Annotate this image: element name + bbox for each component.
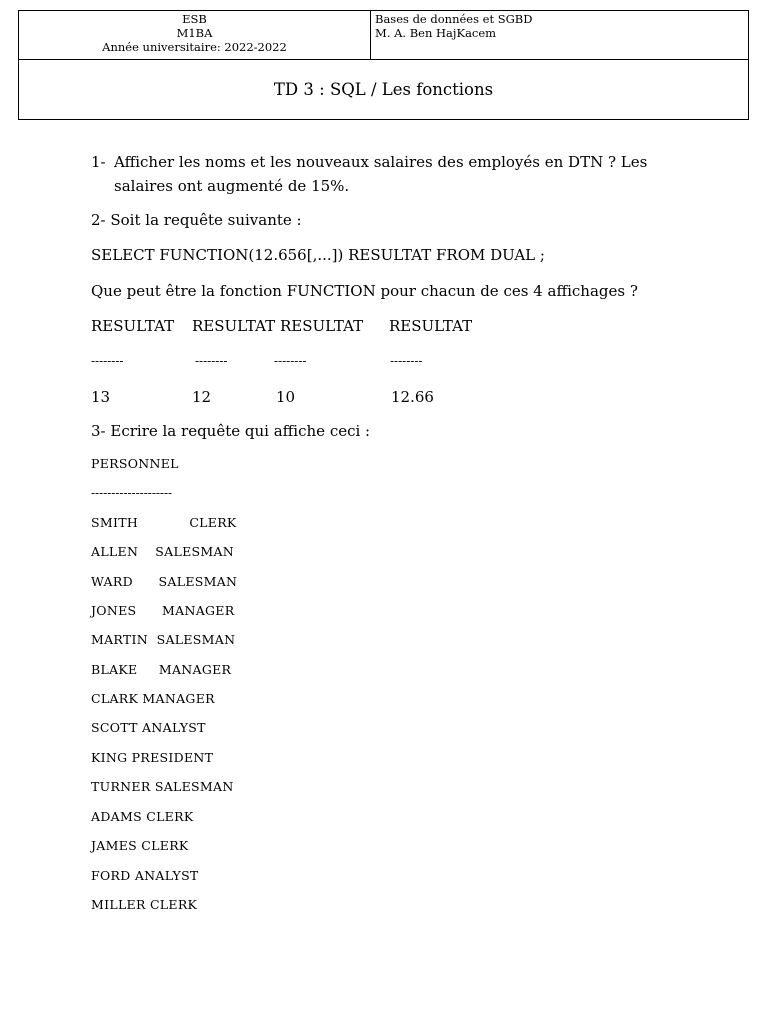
output-row: FORD ANALYST	[91, 868, 199, 883]
output-row: TURNER SALESMAN	[91, 779, 234, 794]
header-institution-cell	[19, 11, 371, 59]
result-header-4: RESULTAT	[389, 317, 473, 335]
q1-number: 1-	[91, 153, 106, 171]
output-row: MARTIN SALESMAN	[91, 632, 236, 647]
output-row: ADAMS CLERK	[91, 809, 194, 824]
q3-intro: 3- Ecrire la requête qui affiche ceci :	[91, 422, 371, 440]
result-header-1: RESULTAT	[91, 317, 175, 335]
output-row: MILLER CLERK	[91, 897, 198, 912]
result-value-1: 13	[91, 388, 111, 406]
q1-text-line2: salaires ont augmenté de 15%.	[114, 177, 350, 195]
output-row: SCOTT ANALYST	[91, 720, 206, 735]
output-separator: --------------------	[91, 486, 173, 500]
course-name: Bases de données et SGBD	[375, 12, 533, 26]
header-info-row	[19, 11, 748, 60]
output-row: SMITH CLERK	[91, 515, 237, 530]
q2-question: Que peut être la fonction FUNCTION pour chacun de ces 4 affichages ?	[91, 282, 638, 300]
result-separator-3: --------	[274, 354, 307, 368]
result-value-2: 12	[192, 388, 212, 406]
page-title: TD 3 : SQL / Les fonctions	[273, 80, 494, 99]
result-header-3: RESULTAT	[280, 317, 364, 335]
output-header: PERSONNEL	[91, 456, 179, 471]
output-row: BLAKE MANAGER	[91, 662, 232, 677]
academic-year: Année universitaire: 2022-2022	[102, 40, 287, 54]
header-course-cell	[375, 11, 532, 60]
instructor-name: M. A. Ben HajKacem	[375, 26, 497, 40]
output-row: JONES MANAGER	[91, 603, 235, 618]
output-row: WARD SALESMAN	[91, 574, 238, 589]
output-row: ALLEN SALESMAN	[91, 544, 235, 559]
result-separator-2: --------	[195, 354, 228, 368]
output-row: KING PRESIDENT	[91, 750, 214, 765]
header-table	[18, 10, 749, 120]
output-row: JAMES CLERK	[91, 838, 189, 853]
result-value-4: 12.66	[391, 388, 434, 406]
result-value-3: 10	[276, 388, 296, 406]
program-name: M1BA	[176, 26, 213, 40]
institution-name: ESB	[182, 12, 207, 26]
q2-query: SELECT FUNCTION(12.656[,...]) RESULTAT FROM DUAL ;	[91, 246, 545, 264]
q1-text-line1: Afficher les noms et les nouveaux salaires des employés en DTN ? Les	[114, 153, 648, 171]
result-header-2: RESULTAT	[192, 317, 276, 335]
q2-intro: 2- Soit la requête suivante :	[91, 211, 302, 229]
result-separator-1: --------	[91, 354, 124, 368]
result-separator-4: --------	[390, 354, 423, 368]
output-row: CLARK MANAGER	[91, 691, 215, 706]
